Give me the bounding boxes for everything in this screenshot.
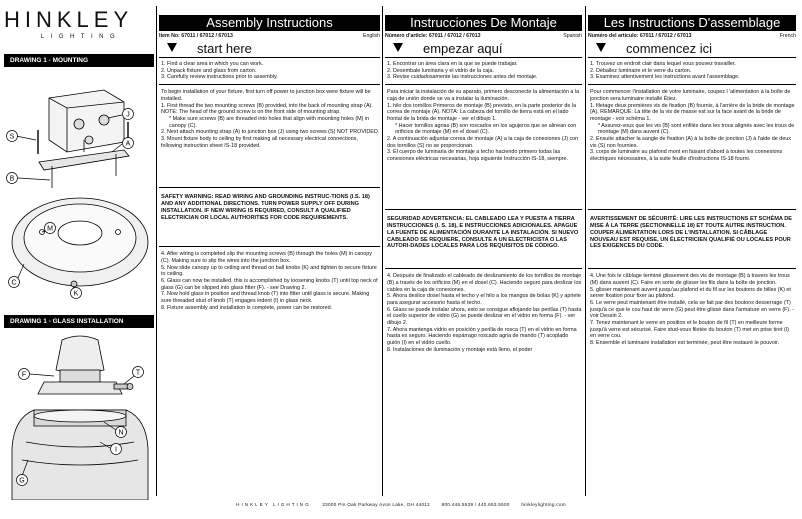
instruction-text: 7. Tenez maintenant le verre en position et le bouton de fil (T) en meilleure forme jusqu'à verre est sécurisé. Faire stud-vous filetée du bouton (T) met en prise tiret (I) en verre cou. [590,320,790,340]
item-numbers: 67011 / 67012 / 67013 [428,33,481,39]
callout-b-label: B [9,175,15,183]
item-number-row [385,31,582,41]
canopy-illustration [12,198,148,287]
footer-website[interactable]: hinkleylighting.com [521,502,566,507]
install-steps-2 [588,269,796,347]
down-arrow-icon [596,43,606,52]
instruction-note: * Assurez-vous que les vis (B) sont enfilés dans les trous alignés avec les trous de montage (M) dans auvent (C). [598,122,795,136]
item-label: Item No: [159,33,180,39]
start-label: commencez ici [626,41,712,56]
column-header: Instrucciones De Montaje [385,15,582,31]
instruction-text: 1. First thread the two mounting screws (B) provided, into the back of mounting strap (A). NOTE: The head of the ground screw is on the front side of mounting strap. [161,102,373,116]
callout-n-label: N [118,429,124,437]
knob-illustration [114,384,133,390]
instruction-text: 8. Instalaciones de iluminación y montaje está lleno, el poder [387,346,533,353]
junction-box-illustration [49,90,124,152]
instruction-text: 7. Now hold glass in position and thread knob (T) into fitter until glass is secure. Making sure threaded stud of knob (T) engages indent (I) in glass neck. [161,291,370,305]
callout-s-label: S [9,133,15,141]
instruction-text: 5. Now slide canopy up to ceiling and thread on ball knobs (K) and tighten to secure fixture to ceiling. [161,264,377,278]
instruction-text: 4. Después de finalizado el cableado de deslizamiento de los tornillos de montaje (B) a través de los orificios (M) en el dosel (C). Haciendo seguro para deslizar los cables en la caja de conexiones. [387,273,582,293]
instruction-text: 8. Fixture assembly and installation is complete, power can be restored. [161,304,333,311]
language-label: English [362,33,380,39]
prep-step: 2. Déballez luminaire et le verre du carton. [590,67,692,74]
language-label: Spanish [563,33,582,39]
callout-g-label: G [19,477,25,485]
instruction-text: 3. corps de luminaire au plafond mont en faisant d'abord à toutes les connexions électriques nécessaires, à la suite feuille d'instructions IS-18 fourni. [590,149,783,163]
instruction-text: Pour commencer l'installation de votre luminaire, coupez l 'alimentation à la boîte de jonction sera luminaire installé Étiez. [590,89,791,102]
instruction-text: 1. hilo dos tornillos Primeros de montaje (B) previsto, en la parte posterior de la correa de montaje (A). NOTA: La cabeza del tornillo de tierra está en el lado frontal de la brida de montaje - ver el dibujo 1. [387,102,577,122]
column-english [159,15,380,311]
prep-steps [159,58,380,84]
start-label: start here [197,41,252,56]
language-label: French [779,33,796,39]
instruction-text: 2. Ensuite attacher la sangle de fixation (A) à la boîte de jonction (J) à l'aide de deux vis (S) non fournies. [590,136,791,149]
column-header: Assembly Instructions [159,15,380,31]
item-label: Numéro del artículo: [588,33,639,39]
instruction-text: 2. Next attach mounting strap (A) to junction box (J) using two screws (S) NOT PROVIDED. [161,129,380,136]
drawing-mounting-title: DRAWING 1 - MOUNTING [4,54,154,67]
item-number-row [159,31,380,41]
install-steps-1 [159,85,380,187]
column-header: Les Instructions D'assemblage [588,15,796,31]
mounting-strap-illustration [39,140,129,188]
install-steps-1 [385,85,582,209]
callout-t-label: T [135,369,141,377]
column-divider [156,6,157,496]
item-number-row [588,31,796,41]
column-divider [585,6,586,496]
down-arrow-icon [393,43,403,52]
prep-step: 3. Carefully review instructions prior to assembly. [161,74,278,81]
callout-c-label: C [11,279,17,287]
prep-step: 1. Encontrar un área clara en la que se puede trabajar. [387,61,518,67]
prep-step: 1. Trouvez un endroit clair dans lequel vous pouvez travailler. [590,61,736,67]
instruction-text: 4. Une fois le câblage terminé glissement des vis de montage (B) à travers les trous (M) dans auvent (C). Faire en sorte de glisser les fils dans la boîte de jonction. [590,273,790,286]
callout-k-label: K [73,290,79,298]
prep-step: 2. Desembale luminaria y el vidrio de la caja. [387,67,494,74]
prep-step: 1. Find a clear area in which you can work. [161,61,264,67]
start-here-row [159,41,380,58]
instruction-text: 3. Mount fixture body to ceiling by first making all necessary electrical connections, following instruction sheet IS-18 provided. [161,136,358,149]
item-numbers: 67011 / 67012 / 67013 [181,33,233,39]
mounting-drawing [4,70,154,300]
safety-warning: AVERTISSEMENT DE SÉCURITÉ: LIRE LES INSTRUCTIONS ET SCHÉMA DE MISE À LA TERRE (SECTIONNELLE 18) ET TOUTE AUTRE INSTRUCTION. COUPER ALIMENTATION LORS DE L'INSTALLATION. SI CÂBLAGE NOUVEAU EST REQUISE, UN ÉLECTRICIEN QUALIFIÉ OU LOCALES POUR LES EXIGENCES DU CODE. [590,216,793,250]
column-spanish [385,15,582,354]
callout-f-label: F [21,371,27,379]
instruction-text: Para iniciar la instalación de su aparato, primero desconecte la alimentación a la caja de unión donde se va a instalar la iluminación. [387,89,580,102]
prep-step: 2. Unpack fixture and glass from carton. [161,67,257,74]
instruction-note: * Hacer tornillos agrias (B) son roscados en los agujeros que se alinean con orificios de montaje (M) en el dosel (C). [395,122,577,136]
footer-address: 33000 Pin Oak Parkway Avon Lake, OH 44012 [322,502,431,507]
glass-shade-illustration [12,410,148,500]
instruction-text: 3. El cuerpo de luminaria de montaje a techo haciendo primero todas las conexiones eléctricas necesarias, hoja siguiente Instrucción IS-18, siempre. [387,149,568,163]
instruction-text: 2. A continuación adjuntar correa de montaje (A) a la caja de conexiones (J) con dos tornillos (S) no se proporcionan. [387,136,579,149]
callout-a-label: A [125,140,131,148]
install-steps-2 [159,247,380,311]
column-divider [382,6,383,496]
callout-i-label: I [115,446,117,454]
drawing-glass-title: DRAWING 1 - GLASS INSTALLATION [4,315,154,328]
footer [4,502,798,507]
prep-step: 3. Revise cuidadosamente las instrucciones antes del montaje. [387,74,538,81]
glass-drawing [4,330,154,500]
column-french [588,15,796,347]
footer-phone: 800.446.5539 / 440.653.5500 [441,502,510,507]
instruction-text: 7. Ahora mantenga vidrio en posición y perilla de rosca (T) en el vidrio en forma hasta es seguro. Haciendo espárrago roscado agria de mando (T) acoplado guión (I) en el vidrio cuello. [387,326,577,347]
instruction-text: To begin installation of your fixture, first turn off power to junction box were fixture will be installed. [161,89,371,102]
instruction-text: 6. Glass can now be installed, this is accomplished by loosening knobs (T) until top neck of glass (G) can be slipped into glass fitter (F). - see Drawing 2. [161,277,378,291]
brand-logo [4,8,154,40]
install-steps-2 [385,269,582,353]
footer-brand: HINKLEY LIGHTING [236,502,311,507]
instruction-text: 8. Ensemble et luminaire installation est terminée, peut être restauré le pouvoir. [590,340,780,347]
instruction-text: 1. filetage deux premières vis de fixation (B) fournis, à l'arrière de la bride de montage (A). REMARQUE: La tête de la vis de masse est sur la face avant de la bride de montage - voir schéma 1. [590,102,795,122]
callout-j-label: J [126,111,130,119]
prep-step: 3. Examinez attentivement les instructions avant l'assemblage. [590,74,740,81]
prep-steps [588,58,796,84]
brand-subtitle: LIGHTING [40,34,122,40]
instruction-text: 4. After wiring is completed slip the mounting screws (B) through the holes (M) in canopy (C). Making sure to slip the wires into the junction box. [161,251,372,264]
start-here-row [588,41,796,58]
brand-name: HINKLEY [4,7,134,32]
instruction-text: 6. Le verre peut maintenant être installé, cela se fait par des boutons desserrage (T) jusqu'à ce que le cou haut de verre (G) peut être glissé dans l'armature en verre (F). - voir Dessin 2. [590,299,795,320]
instruction-text: 5. Ahora deslice dosel hasta el techo y el hilo a los mangos de bolas (K) y apriete para asegurar accesorio hasta el techo. [387,293,581,306]
start-here-row [385,41,582,58]
instruction-text: 6. Glass se puede instalar ahora, esto se consigue aflojando las perillas (T) hasta el cuello superior de vidrio (G) se puede deslizar en el vidrio en forma (F). - ver dibujo 2. [387,306,582,327]
callout-m-label: M [47,225,53,233]
glass-fitter-illustration [38,336,122,394]
instruction-text: 5. glisser maintenant auvent jusqu'au plafond et du fil sur les boutons de billes (K) et serrer fixation pour fixer au plafond. [590,286,791,300]
instruction-note: * Make sure screws (B) are threaded into holes that align with mounting holes (M) in canopy (C). [169,115,370,129]
safety-warning: SAFETY WARNING: READ WIRING AND GROUNDING INSTRUC-TIONS (I.S. 18) AND ANY ADDITIONAL DIRECTIONS. TURN POWER SUPPLY OFF DURING INSTALLATION. IF NEW WIRING IS REQUIRED, CONSULT A QUALIFIED ELECTRICIAN OR LOCAL AUTHORITIES FOR CODE REQUIREMENTS. [161,194,370,221]
down-arrow-icon [167,43,177,52]
item-numbers: 67011 / 67012 / 67013 [639,33,692,39]
start-label: empezar aquí [423,41,503,56]
prep-steps [385,58,582,84]
safety-warning: SEGURIDAD ADVERTENCIA: EL CABLEADO LEA Y PUESTA A TIERRA INSTRUCCIONES (I. S. 18), E INSTRUCCIONES ADICIONALES. APAGUE LA FUENTE DE ALIMENTACIÓN DURANTE LA INSTALACIÓN. SI NUEVO CABLEADO SE REQUIERE, CONSULTE A UN ELECTRICISTA O LAS AUTORI-DADES LOCALES PARA LOS REQUISITOS DE CÓDIGO. [387,216,579,250]
item-label: Número d'article: [385,33,428,39]
install-steps-1 [588,85,796,209]
